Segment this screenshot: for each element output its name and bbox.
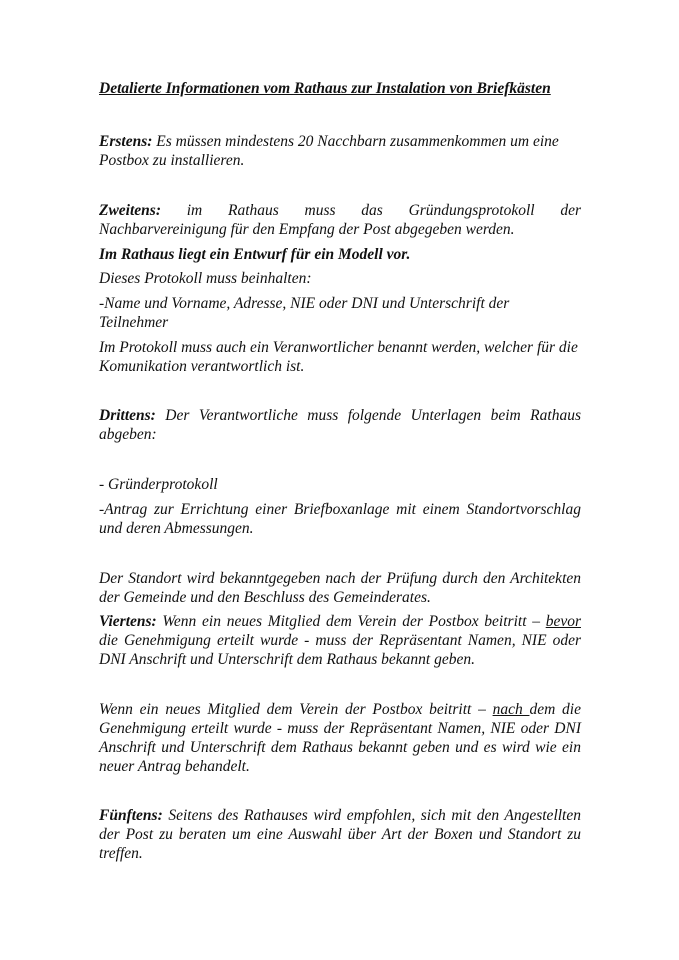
erstens-label: Erstens:: [99, 133, 153, 150]
drittens-label: Drittens:: [99, 407, 156, 424]
entwurf-line: Im Rathaus liegt ein Entwurf für ein Modell vor.: [99, 246, 411, 263]
fuenftens-label: Fünftens:: [99, 807, 163, 824]
erstens-text: Es müssen mindestens 20 Nacchbarn zusammenkommen um eine Postbox zu installieren.: [99, 133, 559, 169]
nach-underlined-word: nach: [492, 701, 530, 718]
viertens-paragraph: [99, 612, 581, 669]
antrag-item: -Antrag zur Errichtung einer Briefboxanlage mit einem Standortvorschlag und deren Abmessungen.: [99, 501, 581, 537]
nach-paragraph: [99, 700, 581, 776]
protokoll-item: -Name und Vorname, Adresse, NIE oder DNI und Unterschrift der Teilnehmer: [99, 295, 510, 331]
zweitens-paragraph: [99, 201, 581, 239]
erstens-paragraph: [99, 132, 581, 170]
protokoll-intro: Dieses Protokoll muss beinhalten:: [99, 270, 312, 287]
viertens-label: Viertens:: [99, 613, 157, 630]
zweitens-label: Zweitens:: [99, 202, 161, 219]
viertens-text-before: Wenn ein neues Mitglied dem Verein der Postbox beitritt –: [156, 613, 546, 630]
drittens-text: Der Verantwortliche muss folgende Unterlagen beim Rathaus abgeben:: [99, 407, 581, 443]
fuenftens-text: Seitens des Rathauses wird empfohlen, sich mit den Angestellten der Post zu beraten um eine Auswahl über Art der Boxen und Standort zu treffen.: [99, 807, 581, 862]
zweitens-text: im Rathaus muss das Gründungsprotokoll der Nachbarvereinigung für den Empfang der Post abgegeben werden.: [99, 202, 581, 238]
document-title: Detalierte Informationen vom Rathaus zur Instalation von Briefkästen: [99, 80, 551, 97]
standort-paragraph: Der Standort wird bekanntgegeben nach der Prüfung durch den Architekten der Gemeinde und den Beschluss des Gemeinderates.: [99, 570, 581, 606]
verantwortlicher-paragraph: Im Protokoll muss auch ein Veranwortlicher benannt werden, welcher für die Komunikation verantwortlich ist.: [99, 339, 578, 375]
viertens-text-after: die Genehmigung erteilt wurde - muss der Repräsentant Namen, NIE oder DNI Anschrift und Unterschrift dem Rathaus bekannt geben.: [99, 632, 581, 668]
drittens-paragraph: [99, 406, 581, 444]
viertens-underlined-word: bevor: [545, 613, 581, 630]
nach-text-after: dem die Genehmigung erteilt wurde - muss der Repräsentant Namen, NIE oder DNI Anschrift und Unterschrift dem Rathaus bekannt geben und es wird wie ein neuer Antrag behandelt.: [99, 701, 581, 775]
nach-text-before: Wenn ein neues Mitglied dem Verein der Postbox beitritt –: [99, 701, 493, 718]
gruenderprotokoll-item: - Gründerprotokoll: [99, 476, 218, 493]
fuenftens-paragraph: [99, 806, 581, 863]
